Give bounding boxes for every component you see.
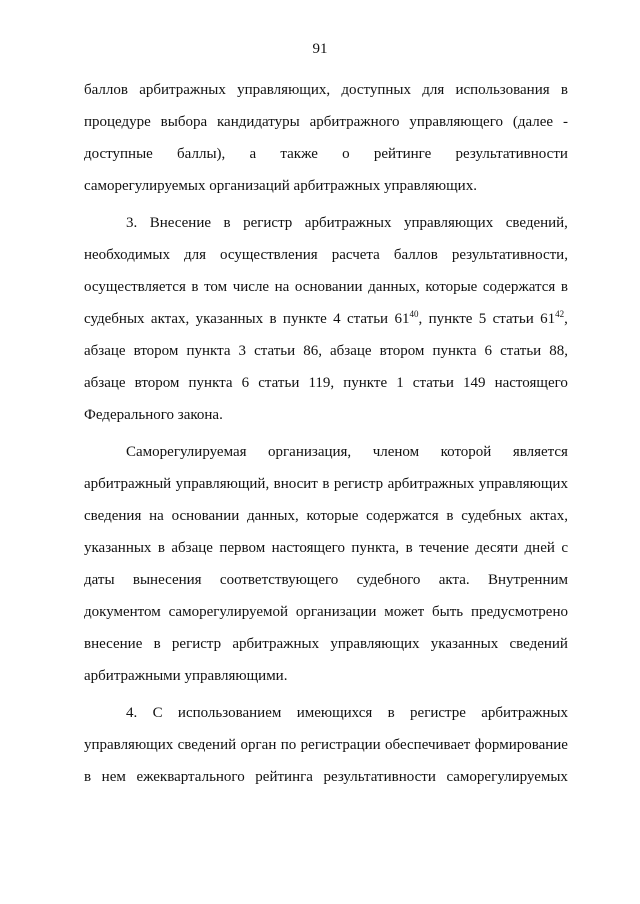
word: С: [152, 705, 163, 721]
word: имеющихся: [296, 705, 373, 721]
word: абзаце: [330, 343, 372, 359]
word: которые: [306, 508, 359, 524]
word: судебного: [356, 572, 421, 588]
paragraph: [84, 207, 568, 431]
word: пункте: [343, 375, 388, 391]
word: саморегулируемых: [84, 178, 206, 194]
text-line: [84, 335, 568, 367]
word: статьи: [347, 311, 389, 327]
word: организаций: [209, 178, 290, 194]
word: арбитражных: [232, 636, 320, 652]
word: 86,: [303, 343, 322, 359]
word: сведений: [177, 737, 237, 753]
word: кандидатуры: [216, 114, 300, 130]
word: в: [560, 82, 568, 98]
word: сведений: [509, 636, 568, 652]
word: в: [153, 636, 161, 652]
word: статьи: [254, 343, 296, 359]
word: вносит: [273, 476, 318, 492]
word: результативности: [455, 146, 568, 162]
word: арбитражный: [84, 476, 172, 492]
text-line: [84, 436, 568, 468]
word: организация,: [268, 444, 352, 460]
text-line: [84, 271, 568, 303]
word: результативности,: [451, 247, 568, 263]
text-line: [84, 500, 568, 532]
word: 5: [478, 311, 487, 327]
word: сведений,: [505, 215, 568, 231]
word: регистр: [333, 476, 384, 492]
word: использованием: [177, 705, 282, 721]
word: течение: [419, 540, 469, 556]
word: которой: [440, 444, 492, 460]
paragraph: [84, 697, 568, 793]
word: том: [204, 279, 228, 295]
paragraph: [84, 74, 568, 202]
word: в: [446, 508, 454, 524]
text-line: [84, 596, 568, 628]
word: по: [280, 737, 297, 753]
word: настоящего: [494, 375, 568, 391]
word: в: [191, 279, 199, 295]
page-number: 91: [312, 41, 328, 57]
word: обеспечивает: [385, 737, 471, 753]
word: абзаце: [84, 375, 126, 391]
word: доступных: [341, 82, 411, 98]
text-line: [84, 761, 568, 793]
word: указанных: [430, 636, 499, 652]
word: членом: [372, 444, 420, 460]
word: формирование: [474, 737, 568, 753]
paragraph: [84, 436, 568, 692]
word: управляющих: [330, 636, 420, 652]
text-line: [84, 729, 568, 761]
word: -: [562, 114, 568, 130]
word: управляющих: [478, 476, 568, 492]
word: указанных: [195, 311, 264, 327]
text-line: [84, 628, 568, 660]
word: статьи: [412, 375, 454, 391]
word: пункте: [282, 311, 327, 327]
word: 1: [396, 375, 404, 391]
word: даты: [84, 572, 115, 588]
word: пункта: [186, 343, 231, 359]
word: в: [405, 540, 413, 556]
word: 149: [462, 375, 486, 391]
word: первом: [219, 540, 266, 556]
word: 119,: [308, 375, 335, 391]
word: $61^{40}$,: [394, 309, 423, 327]
word: арбитражных: [387, 476, 475, 492]
word: баллов: [393, 247, 438, 263]
word: содержатся: [482, 279, 556, 295]
word: арбитражных: [481, 705, 568, 721]
word: судебных: [84, 311, 145, 327]
word: регистре: [410, 705, 466, 721]
word: управляющими.: [184, 668, 288, 684]
word: Федерального: [84, 407, 175, 423]
word: с: [561, 540, 568, 556]
word: акта.: [438, 572, 470, 588]
word: числе: [232, 279, 270, 295]
word: управляющих,: [237, 82, 331, 98]
word: также: [280, 146, 318, 162]
word: организации: [295, 604, 377, 620]
word: рейтинга: [255, 769, 313, 785]
word: Внутренним: [487, 572, 568, 588]
word: актах,: [529, 508, 568, 524]
word: расчета: [331, 247, 380, 263]
word: управляющих.: [383, 178, 477, 194]
word: арбитражного: [309, 114, 400, 130]
word: указанных: [84, 540, 152, 556]
text-line: [84, 170, 568, 202]
word: процедуре: [84, 114, 151, 130]
word: в: [387, 705, 395, 721]
word: в: [84, 769, 92, 785]
body-text: [84, 74, 568, 793]
word: 6: [241, 375, 250, 391]
word: осуществления: [220, 247, 318, 263]
word: статьи: [492, 311, 534, 327]
superscript: 42: [555, 309, 565, 319]
word: которые: [425, 279, 478, 295]
word: 6: [484, 343, 493, 359]
word: основании: [171, 508, 240, 524]
word: на: [149, 508, 164, 524]
word: 3: [238, 343, 247, 359]
word: статьи: [258, 375, 300, 391]
word: содержатся: [366, 508, 439, 524]
word: $61^{42}$,: [540, 309, 568, 327]
word: для: [184, 247, 207, 263]
word: (далее: [512, 114, 554, 130]
word: арбитражными: [84, 668, 181, 684]
word: баллов: [84, 82, 128, 98]
text-line: [84, 399, 568, 431]
word: арбитражных: [304, 215, 392, 231]
word: для: [422, 82, 445, 98]
word: необходимых: [84, 247, 170, 263]
text-line: [84, 468, 568, 500]
word: баллы),: [177, 146, 226, 162]
word: десяти: [475, 540, 519, 556]
word: доступные: [84, 146, 153, 162]
word: может: [384, 604, 425, 620]
word: в: [322, 476, 330, 492]
word: быть: [432, 604, 464, 620]
word: о: [342, 146, 350, 162]
word: Саморегулируемая: [126, 444, 247, 460]
text-line: [84, 207, 568, 239]
word: абзаце: [84, 343, 126, 359]
word: осуществляется: [84, 279, 186, 295]
word: арбитражных: [139, 82, 226, 98]
word: саморегулируемых: [446, 769, 568, 785]
word: втором: [133, 343, 179, 359]
word: регистр: [171, 636, 222, 652]
word: арбитражных: [293, 178, 381, 194]
word: 4: [333, 311, 341, 327]
word: пункта: [432, 343, 477, 359]
word: результативности: [323, 769, 436, 785]
text-line: [84, 697, 568, 729]
word: 88,: [549, 343, 568, 359]
word: в: [223, 215, 231, 231]
word: сведения: [84, 508, 142, 524]
word: пункте: [428, 311, 473, 327]
word: дней: [524, 540, 555, 556]
word: в: [269, 311, 277, 327]
word: рейтинге: [373, 146, 432, 162]
word: а: [249, 146, 257, 162]
word: нем: [101, 769, 126, 785]
word: настоящего: [271, 540, 345, 556]
word: саморегулируемой: [168, 604, 289, 620]
word: орган: [240, 737, 277, 753]
text-line: [84, 138, 568, 170]
text-line: [84, 303, 568, 335]
word: 4.: [126, 705, 138, 721]
word: вынесения: [132, 572, 202, 588]
word: внесение: [84, 636, 143, 652]
word: в: [157, 540, 165, 556]
text-line: [84, 74, 568, 106]
text-line: [84, 532, 568, 564]
word: втором: [134, 375, 180, 391]
word: управляющего: [409, 114, 503, 130]
word: документом: [84, 604, 161, 620]
word: регистр: [243, 215, 293, 231]
text-line: [84, 564, 568, 596]
text-line: [84, 106, 568, 138]
word: управляющих: [84, 737, 174, 753]
word: является: [512, 444, 568, 460]
word: на: [274, 279, 290, 295]
word: Внесение: [149, 215, 212, 231]
word: актах,: [150, 311, 190, 327]
word: статьи: [500, 343, 542, 359]
word: регистрации: [300, 737, 381, 753]
text-line: [84, 660, 568, 692]
word: 3.: [126, 215, 138, 231]
word: соответствующего: [219, 572, 339, 588]
word: в: [560, 279, 568, 295]
superscript: 40: [409, 309, 419, 319]
word: судебных: [461, 508, 522, 524]
word: выбора: [160, 114, 208, 130]
text-line: [84, 239, 568, 271]
word: абзаце: [171, 540, 213, 556]
text-line: [84, 367, 568, 399]
word: управляющих: [403, 215, 494, 231]
word: основании: [294, 279, 363, 295]
word: пункта,: [351, 540, 400, 556]
word: данных,: [368, 279, 420, 295]
word: управляющий,: [175, 476, 270, 492]
word: использования: [455, 82, 550, 98]
word: данных,: [247, 508, 299, 524]
word: втором: [379, 343, 425, 359]
word: предусмотрено: [470, 604, 568, 620]
word: закона.: [177, 407, 223, 423]
word: ежеквартального: [136, 769, 245, 785]
word: пункта: [188, 375, 233, 391]
